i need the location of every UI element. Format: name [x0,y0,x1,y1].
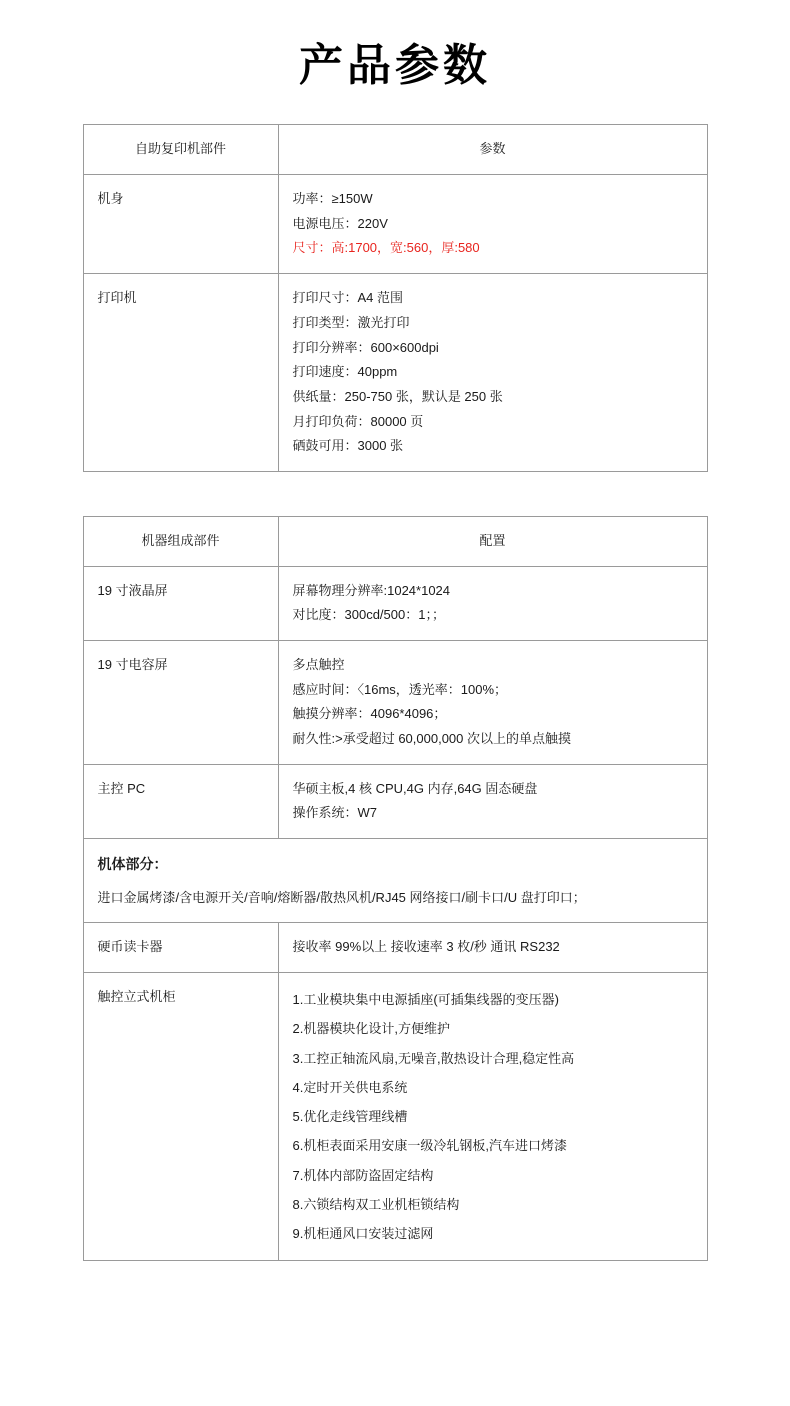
spec-line: 电源电压：220V [292,215,388,231]
spec-line: 月打印负荷：80000 页 [292,413,424,429]
printer-spec-table [83,124,708,472]
spec-list-item: 7.机体内部防盗固定结构 [292,1167,434,1183]
spec-line: 打印速度：40ppm [292,364,398,380]
row-label-touch: 19 寸电容屏 [83,641,278,765]
spec-line: 操作系统：W7 [292,805,378,821]
table-row [83,923,707,973]
column-header-part: 自助复印机部件 [83,125,278,175]
spec-line: 接收率 99%以上 接收速率 3 枚/秒 通讯 RS232 [292,939,560,955]
spec-line: 感应时间：〈16ms，透光率：100%； [292,681,508,697]
table-row [83,175,707,274]
spec-line: 打印类型：激光打印 [292,314,410,330]
row-label-cabinet: 触控立式机柜 [83,973,278,1261]
row-value-printer [278,274,707,472]
spec-list-item: 5.优化走线管理线槽 [292,1109,408,1125]
column-header-param: 参数 [278,125,707,175]
spec-line: 对比度：300cd/500：1；； [292,607,445,623]
column-header-component: 机器组成部件 [83,516,278,566]
spec-line: 华硕主板,4 核 CPU,4G 内存,64G 固态硬盘 [292,780,538,796]
table-row [83,764,707,838]
spec-line: 供纸量：250-750 张，默认是 250 张 [292,388,503,404]
table-header-row [83,125,707,175]
table-row [83,641,707,765]
table-row [83,973,707,1261]
row-label-pc: 主控 PC [83,764,278,838]
row-value-body [278,175,707,274]
spec-line: 多点触控 [292,657,345,673]
row-value-cabinet [278,973,707,1261]
spec-list-item: 2.机器模块化设计,方便维护 [292,1021,450,1037]
spec-list-item: 9.机柜通风口安装过滤网 [292,1226,434,1242]
product-spec-page [0,42,790,1261]
table-row-full [83,839,707,923]
spec-line: 功率：≥150W [292,191,373,207]
spec-line: 触摸分辨率：4096*4096； [292,706,447,722]
row-value-touch [278,641,707,765]
spec-line-highlight: 尺寸：高:1700，宽:560，厚:580 [292,240,480,256]
machine-spec-table [83,516,708,1261]
table-row [83,566,707,640]
row-value-lcd [278,566,707,640]
row-label-printer: 打印机 [83,274,278,472]
row-label-coin-reader: 硬币读卡器 [83,923,278,973]
spec-line: 打印分辨率：600×600dpi [292,339,439,355]
table-header-row [83,516,707,566]
row-value-pc [278,764,707,838]
spec-list-item: 8.六锁结构双工业机柜锁结构 [292,1196,460,1212]
section-text-body: 进口金属烤漆/含电源开关/音响/熔断器/散热风机/RJ45 网络接口/刷卡口/U 盘打印口； [97,889,586,905]
spec-line: 打印尺寸：A4 范围 [292,290,404,306]
column-header-config: 配置 [278,516,707,566]
table-gap [35,472,755,516]
spec-list-item: 1.工业模块集中电源插座(可插集线器的变压器) [292,992,560,1008]
row-label-body: 机身 [83,175,278,274]
spec-list-item: 3.工控正轴流风扇,无噪音,散热设计合理,稳定性高 [292,1050,575,1066]
row-label-lcd: 19 寸液晶屏 [83,566,278,640]
section-label-body: 机体部分： [97,856,168,873]
table-row [83,274,707,472]
page-title: 产品参数 [299,41,491,90]
spec-line: 硒鼓可用：3000 张 [292,438,404,454]
spec-list-item: 4.定时开关供电系统 [292,1079,408,1095]
spec-list-item: 6.机柜表面采用安康一级冷轧钢板,汽车进口烤漆 [292,1138,567,1154]
row-value-coin-reader [278,923,707,973]
row-body-section [83,839,707,923]
spec-line: 耐久性:>承受超过 60,000,000 次以上的单点触摸 [292,731,571,747]
spec-line: 屏幕物理分辨率:1024*1024 [292,582,451,598]
